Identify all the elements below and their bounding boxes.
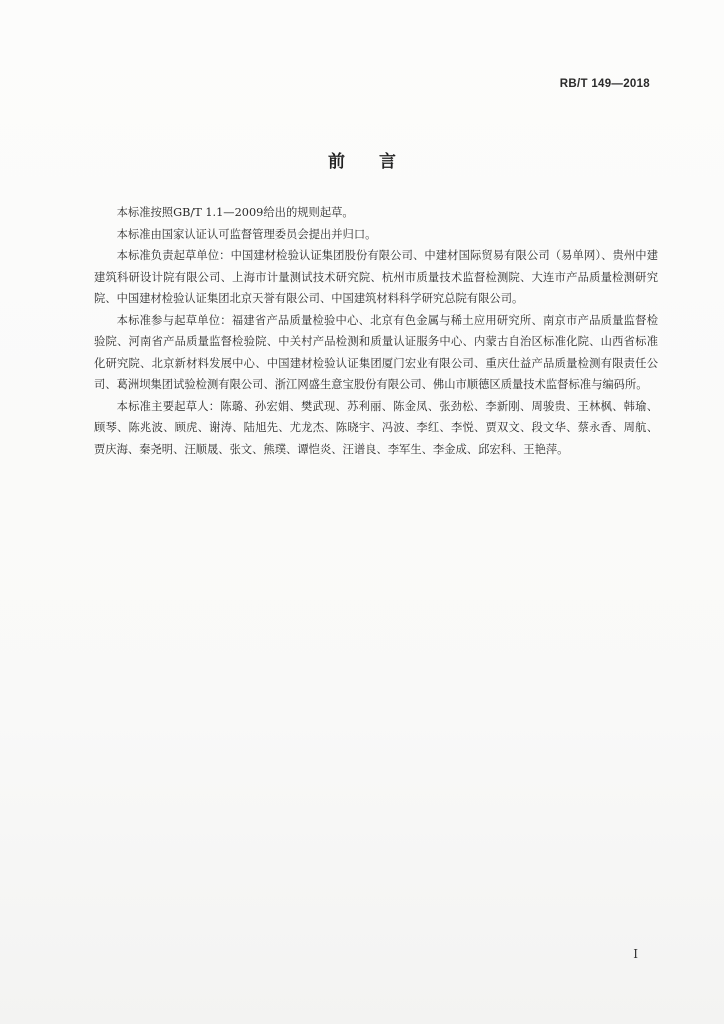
standard-code: RB/T 149—2018: [559, 78, 650, 90]
paragraph-drafting-rules: 本标准按照GB/T 1.1—2009给出的规则起草。: [116, 206, 354, 219]
paragraph-participating-units: 本标准参与起草单位：福建省产品质量检验中心、北京有色金属与稀土应用研究所、南京市产品质量监督检验院、河南省产品质量监督检验院、中关村产品检测和质量认证服务中心、内蒙古自治区标准化院、山西省标准化研究院、北京新材料发展中心、中国建材检验认证集团厦门宏业有限公司、重庆仕益产品质量检测有限责任公司、葛洲坝集团试验检测有限公司、浙江网盛生意宝股份有限公司、佛山市顺德区质量技术监督标准与编码所。: [94, 313, 658, 391]
paragraph-main-drafters: 本标准主要起草人：陈璐、孙宏娟、樊武现、苏利丽、陈金凤、张劲松、李新刚、周骏贵、王林枫、韩瑜、顾琴、陈兆波、顾虎、谢涛、陆旭先、尤龙杰、陈晓宇、冯波、李红、李悦、贾双文、段文华、蔡永香、周航、贾庆海、秦尧明、汪顺晟、张文、熊璞、谭恺炎、汪谱良、李军生、李金成、邱宏科、王艳萍。: [94, 399, 658, 456]
paragraph-responsible-units: 本标准负责起草单位：中国建材检验认证集团股份有限公司、中建材国际贸易有限公司（易单网）、贵州中建建筑科研设计院有限公司、上海市计量测试技术研究院、杭州市质量技术监督检测院、大连市产品质量检测研究院、中国建材检验认证集团北京天誉有限公司、中国建筑材料科学研究总院有限公司。: [94, 249, 658, 305]
paragraph-proposer: 本标准由国家认证认可监督管理委员会提出并归口。: [116, 227, 377, 241]
page-title: 前言: [328, 152, 430, 172]
page-number: I: [633, 947, 638, 961]
foreword-body: [94, 202, 658, 460]
